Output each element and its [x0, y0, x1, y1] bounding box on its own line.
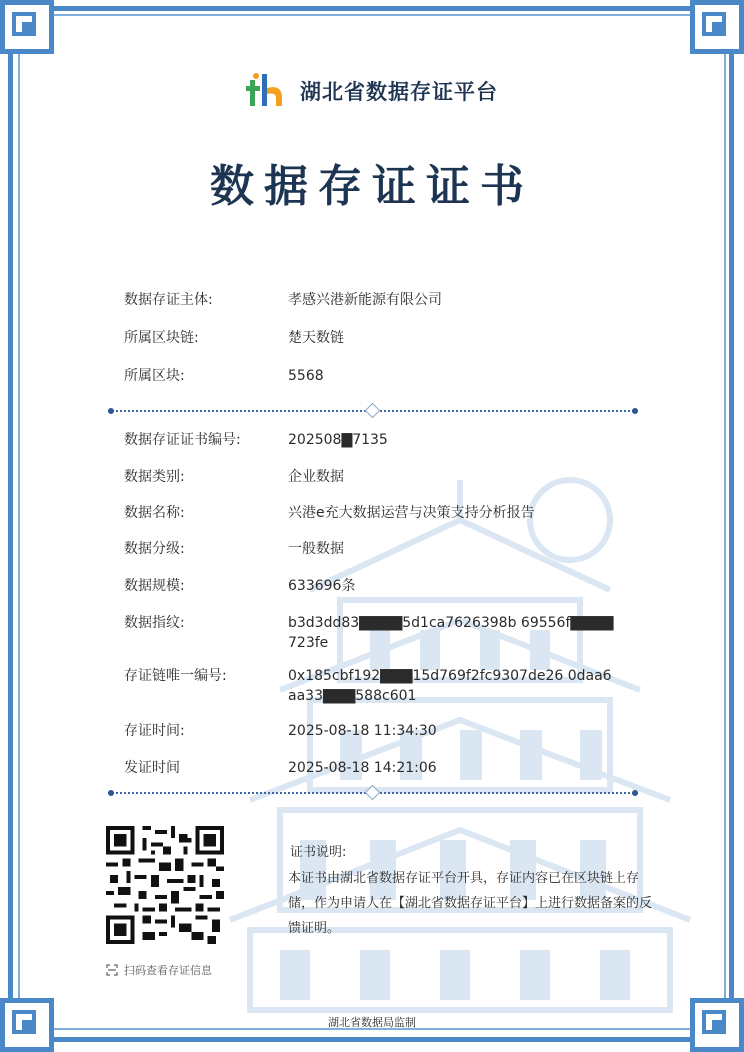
field-value: b3d3dd83▇▇▇▇5d1ca7626398b 69556f▇▇▇▇723fe — [288, 615, 614, 651]
note-body: 本证书由湖北省数据存证平台开具，存证内容已在区块链上存储，作为申请人在【湖北省数据存证平台】上进行数据备案的反馈证明。 — [288, 871, 653, 936]
diamond-icon — [365, 403, 381, 419]
field-data-category — [124, 467, 664, 487]
field-value: 孝感兴港新能源有限公司 — [288, 292, 442, 308]
field-value: 兴港e充大数据运营与决策支持分析报告 — [288, 505, 535, 521]
field-label: 数据分级: — [124, 541, 185, 557]
qr-code[interactable] — [106, 826, 224, 944]
field-label: 数据指纹: — [124, 615, 185, 631]
field-value: 633696条 — [288, 578, 356, 594]
field-value: 企业数据 — [288, 469, 344, 485]
field-label: 数据存证证书编号: — [124, 432, 241, 448]
platform-logo-icon — [246, 70, 288, 112]
field-label: 数据类别: — [124, 469, 185, 485]
field-value: 0x185cbf192▇▇▇15d769f2fc9307de26 0daa6aa33▇▇▇588c601 — [288, 668, 612, 704]
field-label: 发证时间 — [124, 760, 180, 776]
field-certificate-number — [124, 430, 664, 450]
field-deposit-time — [124, 721, 664, 741]
scan-icon — [106, 964, 118, 976]
section-divider — [108, 787, 638, 799]
field-data-name — [124, 503, 664, 523]
field-block — [124, 366, 664, 386]
field-data-grade — [124, 539, 664, 559]
field-label: 数据名称: — [124, 505, 185, 521]
field-value: 楚天数链 — [288, 330, 344, 346]
field-blockchain — [124, 328, 664, 348]
field-issue-time — [124, 758, 664, 778]
field-label: 数据规模: — [124, 578, 185, 594]
field-label: 存证时间: — [124, 723, 185, 739]
field-data-fingerprint — [124, 613, 664, 653]
field-label: 数据存证主体: — [124, 292, 213, 308]
field-data-scale — [124, 576, 664, 596]
corner-ornament-top-right — [690, 0, 744, 54]
footer-supervisor: 湖北省数据局监制 — [328, 1016, 416, 1029]
corner-ornament-top-left — [0, 0, 54, 54]
field-label: 所属区块链: — [124, 330, 199, 346]
certificate-title: 数据存证证书 — [210, 161, 534, 212]
field-value: 2025-08-18 14:21:06 — [288, 760, 437, 776]
field-value: 5568 — [288, 368, 324, 384]
platform-header — [0, 66, 744, 116]
field-data-subject — [124, 290, 664, 310]
scan-hint-text: 扫码查看存证信息 — [124, 964, 212, 977]
field-value: 2025-08-18 11:34:30 — [288, 723, 437, 739]
field-label: 所属区块: — [124, 368, 185, 384]
scan-hint[interactable] — [106, 962, 212, 978]
note-title: 证书说明: — [290, 845, 347, 860]
field-label: 存证链唯一编号: — [124, 668, 227, 684]
field-chain-id — [124, 666, 664, 706]
section-divider — [108, 405, 638, 417]
diamond-icon — [365, 785, 381, 801]
field-value: 202508▇7135 — [288, 432, 388, 448]
field-value: 一般数据 — [288, 541, 344, 557]
platform-name: 湖北省数据存证平台 — [300, 80, 498, 104]
